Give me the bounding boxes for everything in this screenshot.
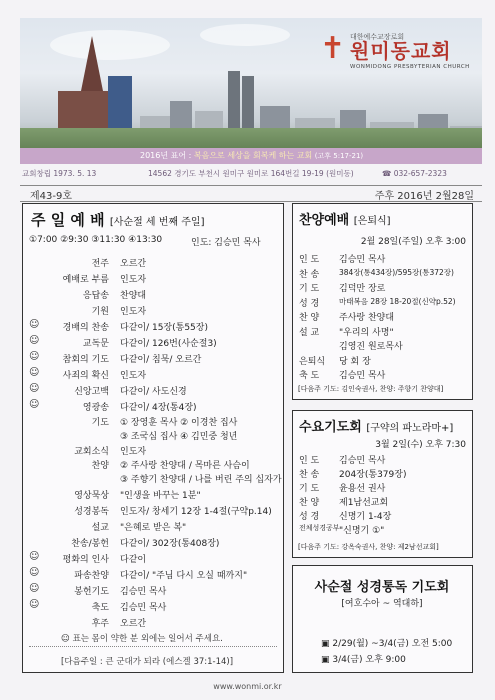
worship-times: ①7:00 ②9:30 ③11:30 ④13:30: [29, 235, 163, 245]
order-value: 인도자/ 창세기 12장 1-4절(구약p.14): [120, 507, 272, 517]
standing-mark-icon: ☺: [29, 383, 40, 394]
church-spire: [80, 36, 104, 96]
order-value: 다같이: [120, 555, 147, 565]
order-value: "인생을 바꾸는 1분": [120, 491, 201, 501]
standing-note: ☺ 표는 몸이 약한 분 외에는 일어서 주세요.: [61, 634, 223, 644]
order-label: 참회의 기도: [62, 355, 109, 365]
lent-section: [292, 565, 473, 673]
order-label: 찬 양: [299, 498, 320, 508]
order-label: 성경봉독: [74, 507, 109, 517]
order-value: "신명기 ①": [339, 526, 385, 536]
order-value: 김승민 목사: [120, 587, 167, 597]
order-value: 김승민 목사: [339, 371, 386, 381]
wednesday-next: [다음주 기도: 강옥숙권사, 찬양: 제2남선교회]: [298, 543, 439, 551]
motto-text: 복음으로 세상을 회복케 하는 교회: [193, 151, 313, 160]
order-value: 당 회 장: [339, 356, 371, 367]
bulletin-date: 주후 2016년 2월28일: [374, 191, 474, 202]
order-label: 기 도: [299, 284, 320, 294]
standing-mark-icon: ☺: [29, 335, 40, 346]
order-value: 다같이/ 15장(통55장): [120, 323, 208, 333]
order-label: 인 도: [299, 255, 320, 265]
order-label: 은퇴식: [299, 356, 326, 367]
order-label: 응답송: [82, 291, 109, 301]
praise-date: 2월 28일(주일) 오후 3:00: [360, 237, 466, 247]
website-url[interactable]: www.wonmi.or.kr: [213, 682, 282, 691]
worship-section: 주 일 예 배 [사순절 세 번째 주일] ①7:00 ②9:30 ③11:30 ④13:30 인도: 김승민 목사 전주 오르간 예배로 부름 인도자 응답송 찬양대 기원 인도자 ☺ 경배의 찬송 다같이/ 15장(통55장) ☺ 교독문 다같이/ 126번(사순절3) ☺ 참회의 기도 다같이/ 침묵/ 오르간 ☺ 사죄의 확신 인도자 ☺ 신앙고백 다같이/ 사도신경 ☺ 영광송 다같이/ 4장(통4장) 기도 ① 장영훈 목사 ② 이경찬 집사 ③ 조국심 집사 ④ 김민중 청년 교회소식 인도자 찬양 ② 주사랑 찬양대 / 목마른 사슴이 ③ 주향기 찬양대 / 나를 버린 주의 십자가 영상묵상 "인생을 바꾸는 1분" 성경봉독 인도자/ 창세기 12장 1-4절(구약p.14) 설교 "은혜로 받은 복" 찬송/봉헌 다같이/ 302장(통408장) ☺ 평화의 인사 다같이 ☺ 파송찬양 다같이/ "주님 다시 오실 때까지" ☺ 봉헌기도 김승민 목사 ☺ 축도 김승민 목사 후주 오르간 ☺ 표는 몸이 약한 분 외에는 일어서 주세요. [다음주일 : 큰 군대가 되라 (에스겔 37:1-14)]: [22, 203, 284, 673]
issue-line: [20, 187, 482, 201]
lent-schedule-1: ▣ 2/29(월) ~3/4(금) 오전 5:00: [321, 639, 453, 649]
lent-subtitle: [여호수아 ~ 역대하]: [341, 599, 423, 609]
order-value: 김영진 원로목사: [339, 342, 403, 352]
founded-date: 교회창립 1973. 5. 13: [22, 169, 97, 178]
standing-mark-icon: ☺: [29, 367, 40, 378]
order-label: 영상묵상: [74, 491, 109, 501]
praise-next: [다음주 기도: 김인숙권사, 찬양: 주향기 찬양대]: [298, 385, 444, 393]
wednesday-date: 3월 2일(수) 오후 7:30: [375, 440, 466, 450]
church-logo: [320, 26, 480, 78]
praise-subtitle: [은퇴식]: [353, 216, 391, 227]
order-value: 찬양대: [120, 291, 147, 301]
order-value: 다같이/ 302장(통408장): [120, 539, 220, 549]
logo-denomination: 대한예수교장로회: [350, 33, 405, 41]
order-value: 마태복음 28장 18-20절(신약p.52): [339, 296, 456, 306]
order-value: 다같이/ 4장(통4장): [120, 403, 197, 413]
order-value: 오르간: [120, 259, 147, 269]
news-value: 인도자: [120, 447, 147, 457]
standing-mark-icon: ☺: [29, 599, 40, 610]
order-value: 384장(통434장)/595장(통372장): [339, 267, 454, 277]
logo-english-name: WONMIDONG PRESBYTERIAN CHURCH: [350, 64, 470, 70]
order-label: 사죄의 확신: [62, 371, 109, 381]
order-value: 인도자: [120, 371, 147, 381]
order-label: 파송찬양: [74, 571, 109, 581]
prayer-line-1: ① 장영훈 목사 ② 이경찬 집사: [120, 418, 238, 428]
order-label: 축 도: [299, 371, 320, 381]
order-label: 예배로 부름: [62, 275, 109, 285]
order-label: 축도: [91, 603, 109, 613]
order-value: 김승민 목사: [120, 603, 167, 613]
standing-mark-icon: ☺: [29, 351, 40, 362]
logo-church-name: 원미동교회: [350, 39, 452, 63]
order-label: 경배의 찬송: [62, 323, 109, 333]
standing-mark-icon: ☺: [29, 319, 40, 330]
standing-mark-icon: ☺: [29, 399, 40, 410]
order-value: 오르간: [120, 619, 147, 629]
standing-mark-icon: ☺: [29, 583, 40, 594]
order-value: 다같이/ 126번(사순절3): [120, 339, 217, 349]
order-value: 다같이/ "주님 다시 오실 때까지": [120, 571, 248, 581]
motto-reference: (고후 5:17-21): [314, 152, 364, 160]
order-label: 신앙고백: [74, 387, 109, 397]
order-value: 204장(통379장): [339, 470, 407, 480]
order-label: 찬송/봉헌: [71, 539, 109, 549]
order-label: 전체성경공부: [299, 524, 340, 532]
order-label: 설교: [91, 523, 109, 533]
wednesday-section: [292, 410, 473, 558]
standing-mark-icon: ☺: [29, 551, 40, 562]
worship-leader: 인도: 김승민 목사: [191, 238, 261, 248]
choir-line-1: ② 주사랑 찬양대 / 목마른 사슴이: [120, 461, 250, 471]
standing-mark-icon: ☺: [29, 567, 40, 578]
order-value: 다같이/ 사도신경: [120, 387, 187, 397]
worship-subtitle: [사순절 세 번째 주일]: [109, 217, 205, 228]
header-banner: [20, 18, 482, 156]
order-value: 윤용선 권사: [339, 484, 386, 494]
church-info: [20, 167, 482, 181]
order-label: 평화의 인사: [62, 555, 109, 565]
cross-logo-icon: ✝: [320, 31, 346, 66]
order-label: 성 경: [299, 512, 320, 522]
lent-title: 사순절 성경통독 기도회: [314, 580, 450, 595]
order-value: "은혜로 받은 복": [120, 523, 187, 533]
order-label: 설 교: [299, 327, 320, 338]
order-label: 찬 송: [299, 269, 320, 280]
choir-line-2: ③ 주향기 찬양대 / 나를 버린 주의 십자가: [120, 475, 282, 485]
order-value: 인도자: [120, 307, 147, 317]
praise-title: 찬양예배 [은퇴식]: [299, 213, 391, 228]
motto-year: 2016년 표어 :: [140, 151, 192, 160]
wednesday-title: 수요기도회 [구약의 파노라마+]: [299, 420, 454, 435]
motto-bar: [20, 148, 482, 164]
order-label: 영광송: [82, 403, 109, 413]
order-value: 김승민 목사: [339, 255, 386, 265]
order-value: 신명기 1-4장: [339, 512, 392, 522]
order-value: 제1남선교회: [339, 498, 389, 508]
order-value: 김덕만 장로: [339, 284, 386, 294]
order-label: 찬 송: [299, 470, 320, 480]
order-label: 인 도: [299, 456, 320, 466]
order-value: "우리의 사명": [339, 327, 394, 338]
order-value: 인도자: [120, 275, 147, 285]
order-label: 전주: [91, 259, 109, 269]
order-label: 기원: [91, 307, 109, 317]
prayer-line-2: ③ 조국심 집사 ④ 김민중 청년: [120, 432, 238, 442]
church-phone: ☎ 032-657-2323: [382, 169, 447, 178]
order-label: 봉헌기도: [74, 587, 109, 597]
church-address: 14562 경기도 부천시 원미구 원미로 164번길 19-19 (원미동): [148, 169, 354, 178]
order-label: 교독문: [82, 339, 109, 349]
order-value: 주사랑 찬양대: [339, 313, 395, 323]
order-label: 성 경: [299, 298, 320, 309]
order-label: 후주: [91, 619, 109, 629]
worship-title: 주 일 예 배 [사순절 세 번째 주일]: [31, 211, 205, 229]
lent-schedule-2: ▣ 3/4(금) 오후 9:00: [321, 655, 406, 665]
order-value: 김승민 목사: [339, 456, 386, 466]
order-value: 다같이/ 침묵/ 오르간: [120, 355, 202, 365]
praise-section: [292, 203, 473, 400]
next-week-sermon: [다음주일 : 큰 군대가 되라 (에스겔 37:1-14)]: [61, 657, 234, 667]
order-label: 기 도: [299, 484, 320, 494]
wednesday-subtitle: [구약의 파노라마+]: [366, 423, 454, 434]
issue-number: 제43-9호: [30, 191, 73, 202]
order-label: 찬 양: [299, 313, 320, 323]
